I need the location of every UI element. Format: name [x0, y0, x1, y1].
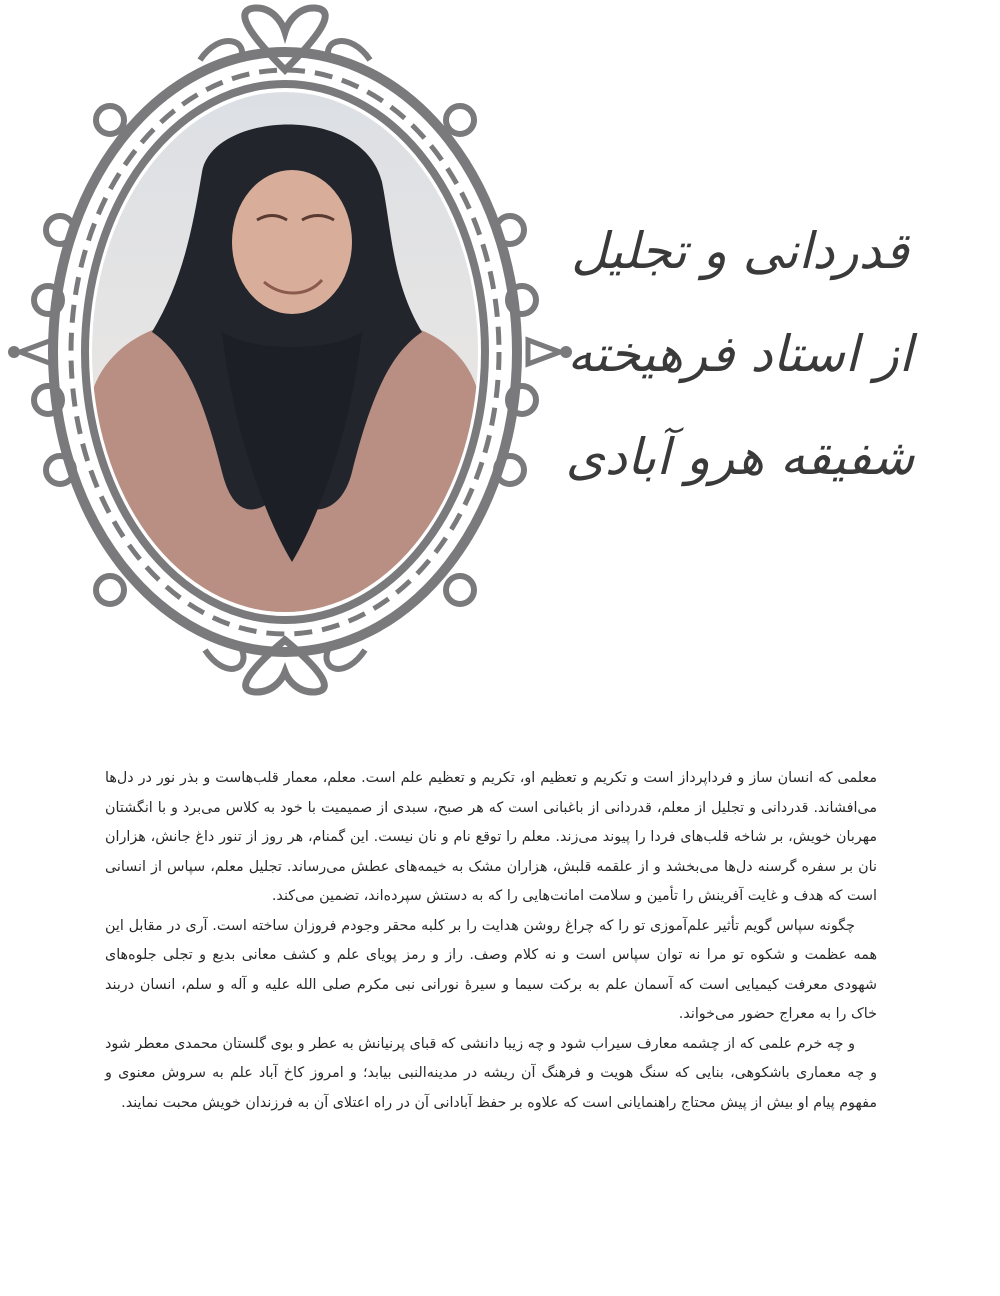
article-paragraph-2: چگونه سپاس گویم تأثیر علم‌آموزی تو را که چراغ روشن هدایت را بر کلبه محقر وجودم فروزان ساخته است. آری در مقابل این همه عظمت و شکوه تو مرا نه توان سپاس است و نه کلام وصف. راز و رمز پویای علم و کشف معانی بدیع و تجلی جلوه‌های شهودی معرفت کیمیایی است که آسمان علم به برکت سیما و سیرهٔ نورانی نبی مکرم صلی الله علیه و آله و سلم، انسان دربند خاک را به معراج حضور می‌خواند.	[105, 917, 877, 1022]
article-paragraph-3: و چه خرم علمی که از چشمه معارف سیراب شود و چه زیبا دانشی که قبای پرنیانش به عطر و بوی گلستان محمدی معطر شود و چه معماری باشکوهی، بنایی که سنگ هویت و فرهنگ آن ریشه در مدینه‌النبی بیابد؛ و امروز کاخ آباد علم به سروش معنوی و مفهوم پیام او بیش از پیش محتاج راهنمایانی است که علاوه بر حفظ آبادانی آن در راه اعتلای آن به فرزندان خویش محبت نمایند.	[105, 1035, 877, 1111]
article-body	[105, 764, 877, 1118]
person-illustration-icon	[92, 92, 478, 612]
title-line-1: قدردانی و تجلیل	[571, 222, 909, 280]
title-line-2: از استاد فرهیخته	[567, 325, 913, 383]
portrait-frame	[0, 0, 580, 700]
page-title	[550, 200, 930, 509]
title-line-3: شفیقه هرو آبادی	[565, 428, 915, 486]
portrait-photo	[92, 92, 478, 612]
article-paragraph-1: معلمی که انسان ساز و فرداپرداز است و تکریم و تعظیم او، تکریم و تعظیم علم است. معلم، معمار قلب‌هاست و بذر نور در دل‌ها می‌افشاند. قدردانی و تجلیل از معلم، قدردانی از باغبانی است که هر صبح، سبدی از صمیمیت با خود به کلاس می‌برد و با انگشتان مهربان خویش، بر شاخه قلب‌های فردا را پیوند می‌زند. معلم را توقع نام و نان نیست. این گمنام، هر روز از تنور داغ جانش، هزاران نان بر سفره گرسنه دل‌ها می‌بخشد و از علقمه قلبش، هزاران مشک به خیمه‌های عطش می‌رساند. تجلیل معلم، سپاس از انسانی است که هدف و غایت آفرینش را تأمین و سلامت امانت‌هایی را که به دستش سپرده‌اند، تضمین می‌کند.	[105, 770, 877, 904]
